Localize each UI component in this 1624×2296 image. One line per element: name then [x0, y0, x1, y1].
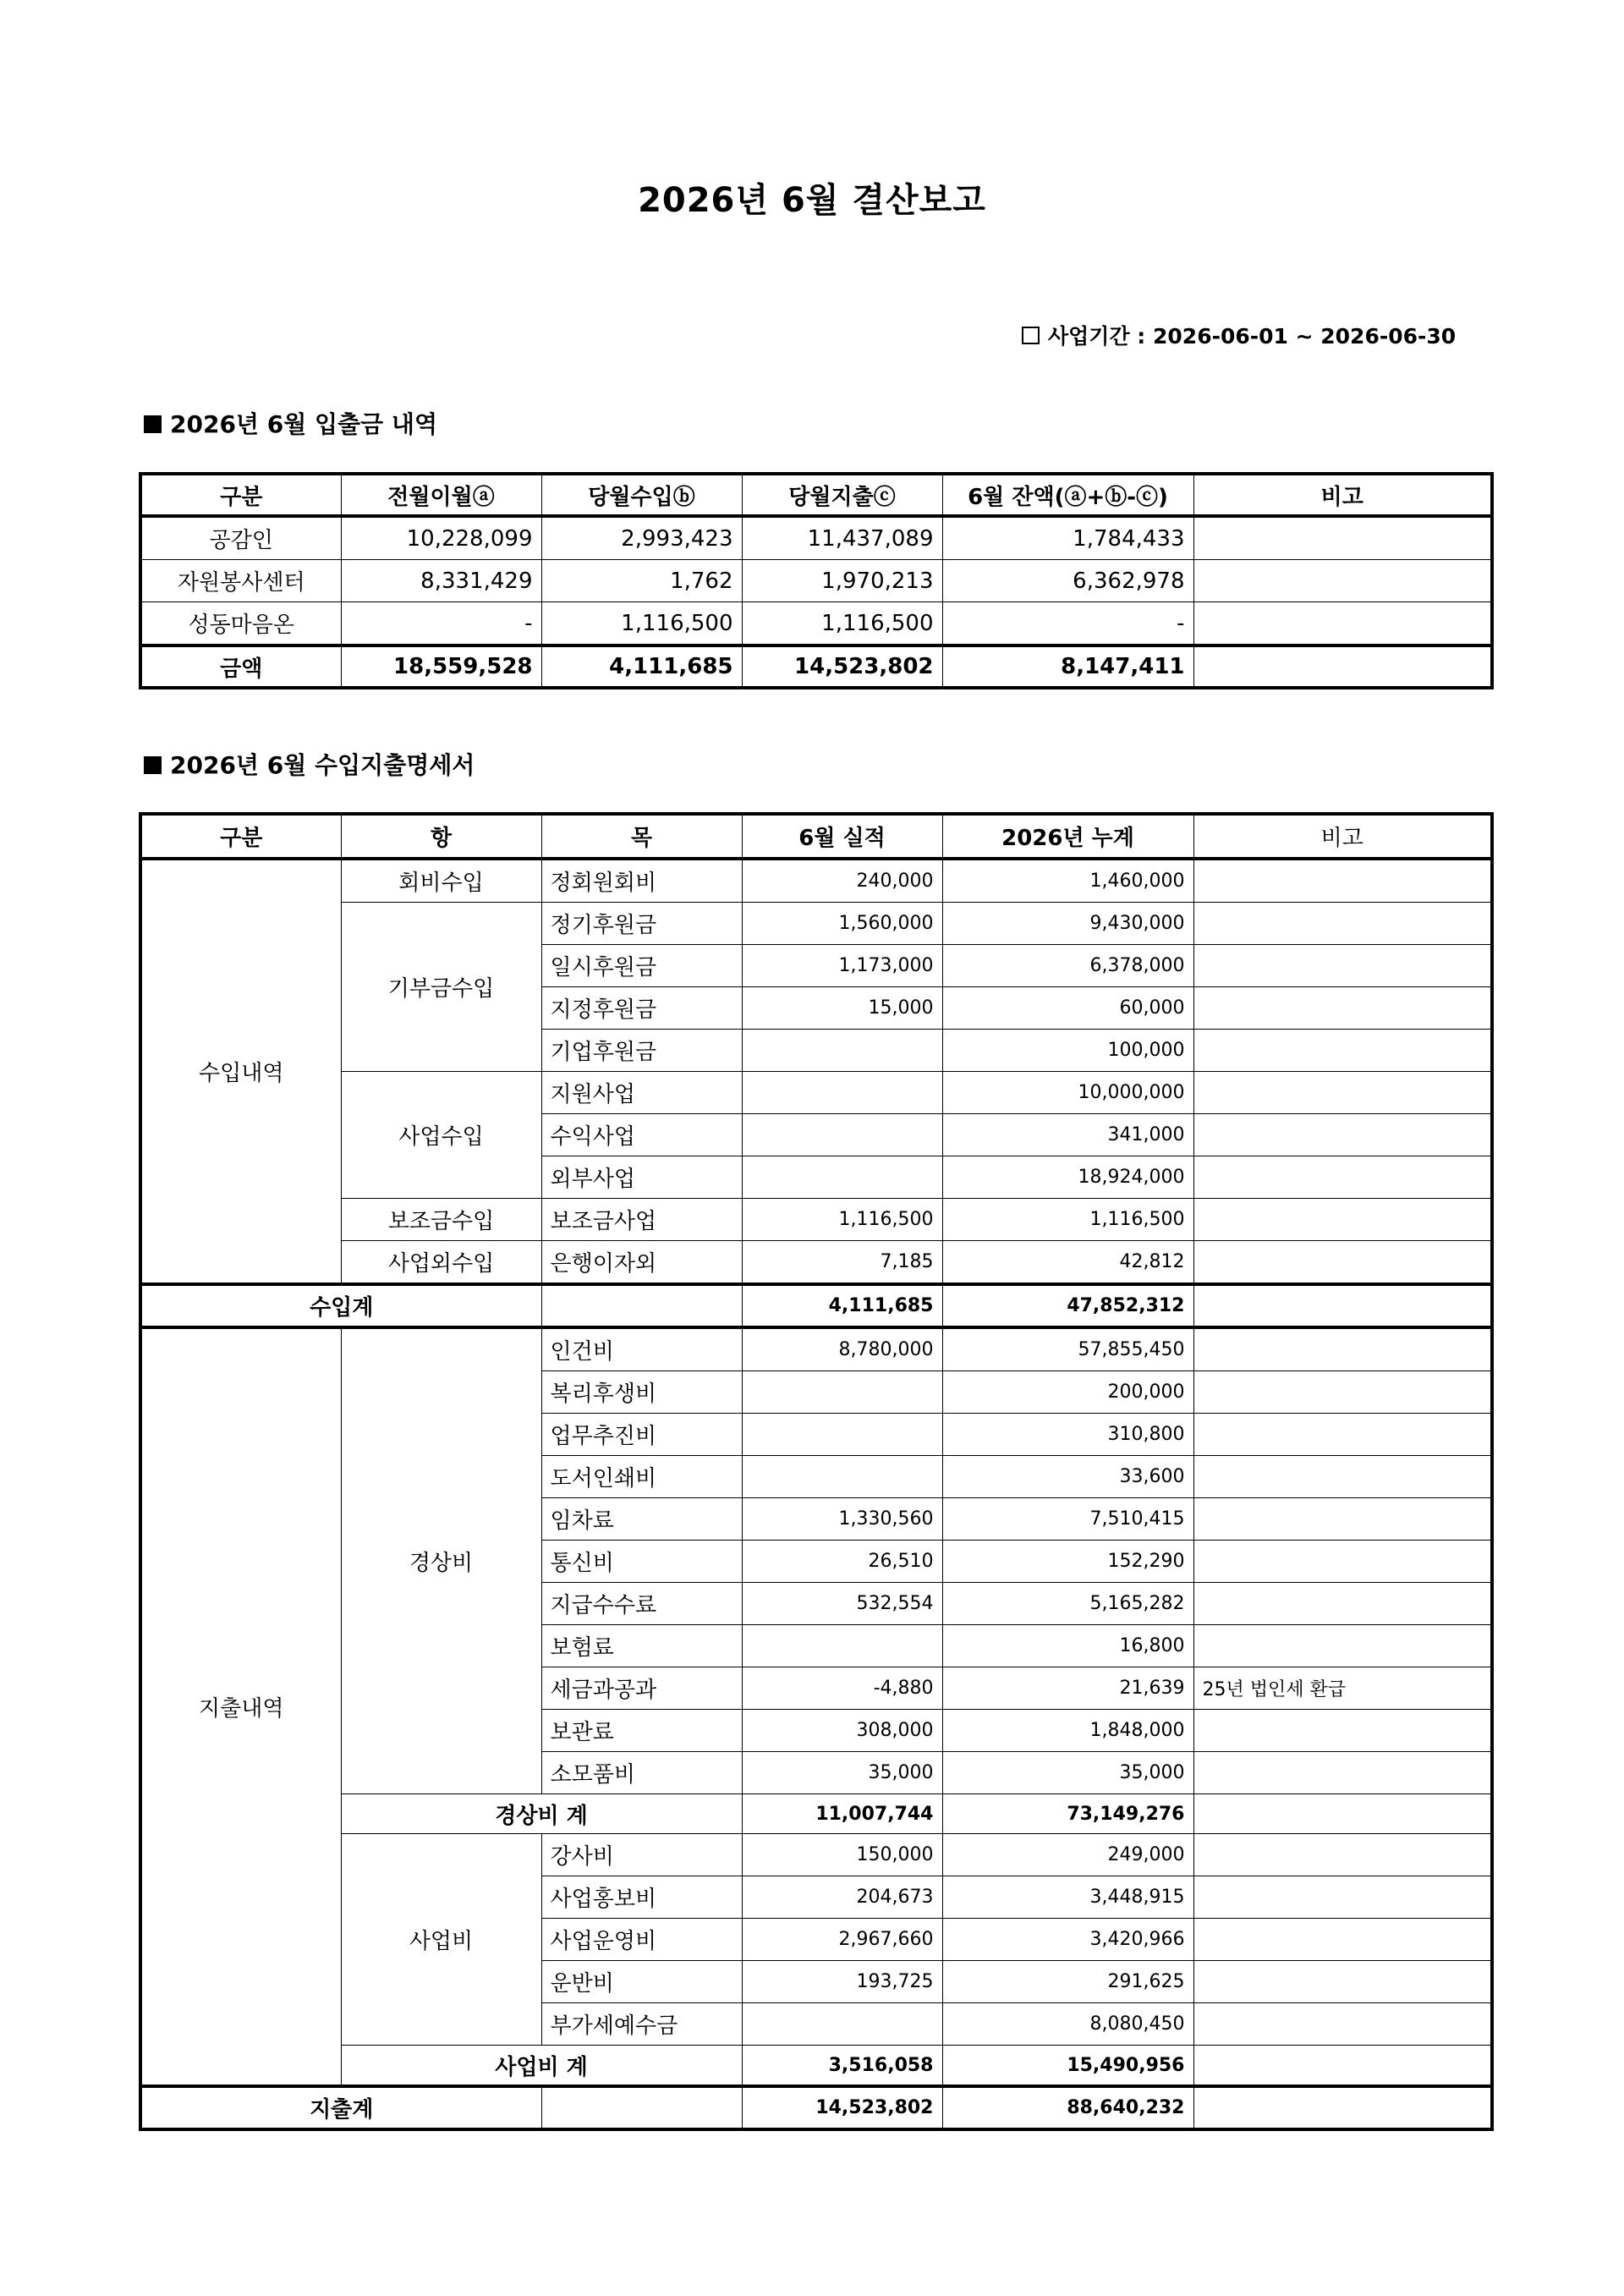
checkbox-icon — [1022, 327, 1040, 344]
section-heading-text: 2026년 6월 수입지출명세서 — [170, 751, 475, 779]
ytd-cell: 35,000 — [942, 1752, 1193, 1794]
item-cell: 수익사업 — [541, 1114, 742, 1156]
income-total-row — [140, 1284, 1492, 1327]
remarks-cell — [1193, 859, 1492, 903]
monthly-subtotal: 3,516,058 — [742, 2046, 942, 2087]
monthly-cell: -4,880 — [742, 1667, 942, 1710]
ytd-cell: 291,625 — [942, 1961, 1193, 2003]
header-cell: 2026년 누계 — [942, 814, 1193, 859]
monthly-total: 4,111,685 — [742, 1284, 942, 1327]
monthly-cell: 1,116,500 — [742, 1199, 942, 1241]
ytd-cell: 57,855,450 — [942, 1327, 1193, 1371]
expense-cell: 11,437,089 — [742, 516, 942, 560]
group-cell: 사업비 — [341, 1834, 541, 2046]
remarks-cell — [1193, 1371, 1492, 1414]
header-cell: 당월지출ⓒ — [742, 474, 942, 516]
ytd-cell: 18,924,000 — [942, 1156, 1193, 1199]
header-cell: 비고 — [1193, 814, 1492, 859]
ytd-subtotal: 73,149,276 — [942, 1794, 1193, 1834]
header-cell: 6월 실적 — [742, 814, 942, 859]
remarks-cell — [1193, 2003, 1492, 2046]
monthly-cell: 1,173,000 — [742, 945, 942, 987]
section-heading-statement — [144, 747, 475, 781]
expense-total-row — [140, 2086, 1492, 2129]
monthly-cell: 193,725 — [742, 1961, 942, 2003]
ytd-cell: 249,000 — [942, 1834, 1193, 1876]
ytd-cell: 1,116,500 — [942, 1199, 1193, 1241]
monthly-cell — [742, 1625, 942, 1667]
business-period — [1022, 320, 1456, 350]
item-cell — [541, 2086, 742, 2129]
ytd-cell: 3,448,915 — [942, 1876, 1193, 1919]
monthly-cell: 26,510 — [742, 1541, 942, 1583]
category-cell: 지출내역 — [140, 1327, 341, 2086]
ytd-cell: 1,848,000 — [942, 1710, 1193, 1752]
square-bullet-icon — [144, 756, 162, 774]
table-row — [140, 560, 1492, 602]
remarks-cell — [1193, 1919, 1492, 1961]
total-row — [140, 645, 1492, 688]
monthly-cell — [742, 1456, 942, 1498]
total-income: 4,111,685 — [541, 645, 742, 688]
monthly-cell — [742, 1371, 942, 1414]
monthly-cell: 2,967,660 — [742, 1919, 942, 1961]
table-row — [140, 903, 1492, 945]
remarks-cell — [1193, 1072, 1492, 1114]
table-row — [140, 1199, 1492, 1241]
ytd-subtotal: 15,490,956 — [942, 2046, 1193, 2087]
monthly-cell: 532,554 — [742, 1583, 942, 1625]
ytd-cell: 16,800 — [942, 1625, 1193, 1667]
item-cell: 보관료 — [541, 1710, 742, 1752]
remarks-cell — [1193, 1414, 1492, 1456]
monthly-total: 14,523,802 — [742, 2086, 942, 2129]
monthly-cell — [742, 1156, 942, 1199]
item-cell: 사업홍보비 — [541, 1876, 742, 1919]
remarks-cell — [1193, 945, 1492, 987]
item-cell — [541, 1284, 742, 1327]
expense-cell: 1,970,213 — [742, 560, 942, 602]
ytd-cell: 7,510,415 — [942, 1498, 1193, 1541]
carryover-cell: 8,331,429 — [341, 560, 541, 602]
header-cell: 항 — [341, 814, 541, 859]
ytd-cell: 1,460,000 — [942, 859, 1193, 903]
page-title: 2026년 6월 결산보고 — [638, 181, 986, 220]
remarks-cell — [1193, 1834, 1492, 1876]
remarks-cell — [1193, 1456, 1492, 1498]
row-label: 공감인 — [140, 516, 341, 560]
ytd-cell: 3,420,966 — [942, 1919, 1193, 1961]
header-cell: 구분 — [140, 814, 341, 859]
ytd-cell: 152,290 — [942, 1541, 1193, 1583]
total-carryover: 18,559,528 — [341, 645, 541, 688]
item-cell: 지원사업 — [541, 1072, 742, 1114]
subtotal-row — [140, 1794, 1492, 1834]
item-cell: 운반비 — [541, 1961, 742, 2003]
table-header-row — [140, 814, 1492, 859]
group-cell: 보조금수입 — [341, 1199, 541, 1241]
item-cell: 지정후원금 — [541, 987, 742, 1030]
total-label: 지출계 — [140, 2086, 541, 2129]
monthly-cell — [742, 1414, 942, 1456]
table-row — [140, 1327, 1492, 1371]
monthly-cell — [742, 1072, 942, 1114]
ytd-cell: 9,430,000 — [942, 903, 1193, 945]
group-cell: 기부금수입 — [341, 903, 541, 1072]
income-cell: 1,116,500 — [541, 602, 742, 646]
item-cell: 소모품비 — [541, 1752, 742, 1794]
item-cell: 보험료 — [541, 1625, 742, 1667]
monthly-cell: 1,560,000 — [742, 903, 942, 945]
subtotal-row — [140, 2046, 1492, 2087]
total-expense: 14,523,802 — [742, 645, 942, 688]
remarks-cell — [1193, 1794, 1492, 1834]
row-label: 성동마음온 — [140, 602, 341, 646]
ytd-cell: 341,000 — [942, 1114, 1193, 1156]
balance-cell: - — [942, 602, 1193, 646]
item-cell: 도서인쇄비 — [541, 1456, 742, 1498]
remarks-cell — [1193, 1114, 1492, 1156]
table-row — [140, 516, 1492, 560]
item-cell: 복리후생비 — [541, 1371, 742, 1414]
section-heading-text: 2026년 6월 입출금 내역 — [170, 410, 437, 438]
remarks-cell — [1193, 602, 1492, 646]
remarks-cell — [1193, 987, 1492, 1030]
header-cell: 6월 잔액(ⓐ+ⓑ-ⓒ) — [942, 474, 1193, 516]
total-remarks — [1193, 645, 1492, 688]
remarks-cell — [1193, 1876, 1492, 1919]
category-cell: 수입내역 — [140, 859, 341, 1284]
item-cell: 보조금사업 — [541, 1199, 742, 1241]
ytd-cell: 200,000 — [942, 1371, 1193, 1414]
monthly-cell: 35,000 — [742, 1752, 942, 1794]
total-label: 수입계 — [140, 1284, 541, 1327]
remarks-cell — [1193, 1583, 1492, 1625]
carryover-cell: - — [341, 602, 541, 646]
table-header-row — [140, 474, 1492, 516]
expense-cell: 1,116,500 — [742, 602, 942, 646]
header-cell: 전월이월ⓐ — [341, 474, 541, 516]
balance-cell: 6,362,978 — [942, 560, 1193, 602]
ytd-cell: 6,378,000 — [942, 945, 1193, 987]
ytd-total: 88,640,232 — [942, 2086, 1193, 2129]
monthly-cell — [742, 1114, 942, 1156]
remarks-cell — [1193, 1961, 1492, 2003]
item-cell: 기업후원금 — [541, 1030, 742, 1072]
header-cell: 당월수입ⓑ — [541, 474, 742, 516]
ytd-cell: 10,000,000 — [942, 1072, 1193, 1114]
ytd-cell: 310,800 — [942, 1414, 1193, 1456]
income-cell: 1,762 — [541, 560, 742, 602]
remarks-cell — [1193, 1541, 1492, 1583]
remarks-cell — [1193, 2046, 1492, 2087]
monthly-cell: 204,673 — [742, 1876, 942, 1919]
monthly-cell: 1,330,560 — [742, 1498, 942, 1541]
table-row — [140, 859, 1492, 903]
subtotal-label: 경상비 계 — [341, 1794, 742, 1834]
remarks-cell — [1193, 516, 1492, 560]
header-cell: 비고 — [1193, 474, 1492, 516]
ytd-cell: 21,639 — [942, 1667, 1193, 1710]
remarks-cell — [1193, 1199, 1492, 1241]
header-cell: 구분 — [140, 474, 341, 516]
table-row — [140, 602, 1492, 646]
subtotal-label: 사업비 계 — [341, 2046, 742, 2087]
cashflow-table — [139, 472, 1494, 689]
item-cell: 은행이자외 — [541, 1241, 742, 1285]
item-cell: 외부사업 — [541, 1156, 742, 1199]
remarks-cell: 25년 법인세 환급 — [1193, 1667, 1492, 1710]
remarks-cell — [1193, 1030, 1492, 1072]
remarks-cell — [1193, 560, 1492, 602]
remarks-cell — [1193, 2086, 1492, 2129]
remarks-cell — [1193, 1284, 1492, 1327]
ytd-cell: 33,600 — [942, 1456, 1193, 1498]
remarks-cell — [1193, 1752, 1492, 1794]
monthly-cell: 240,000 — [742, 859, 942, 903]
row-label: 자원봉사센터 — [140, 560, 341, 602]
item-cell: 임차료 — [541, 1498, 742, 1541]
monthly-subtotal: 11,007,744 — [742, 1794, 942, 1834]
item-cell: 통신비 — [541, 1541, 742, 1583]
table-row — [140, 1072, 1492, 1114]
item-cell: 업무추진비 — [541, 1414, 742, 1456]
table-row — [140, 1834, 1492, 1876]
item-cell: 인건비 — [541, 1327, 742, 1371]
group-cell: 경상비 — [341, 1327, 541, 1794]
ytd-cell: 100,000 — [942, 1030, 1193, 1072]
balance-cell: 1,784,433 — [942, 516, 1193, 560]
item-cell: 지급수수료 — [541, 1583, 742, 1625]
item-cell: 사업운영비 — [541, 1919, 742, 1961]
monthly-cell — [742, 2003, 942, 2046]
remarks-cell — [1193, 1327, 1492, 1371]
monthly-cell: 8,780,000 — [742, 1327, 942, 1371]
remarks-cell — [1193, 1625, 1492, 1667]
income-cell: 2,993,423 — [541, 516, 742, 560]
header-cell: 목 — [541, 814, 742, 859]
total-label: 금액 — [140, 645, 341, 688]
monthly-cell: 15,000 — [742, 987, 942, 1030]
item-cell: 세금과공과 — [541, 1667, 742, 1710]
remarks-cell — [1193, 1498, 1492, 1541]
item-cell: 부가세예수금 — [541, 2003, 742, 2046]
ytd-total: 47,852,312 — [942, 1284, 1193, 1327]
carryover-cell: 10,228,099 — [341, 516, 541, 560]
remarks-cell — [1193, 1241, 1492, 1285]
total-balance: 8,147,411 — [942, 645, 1193, 688]
group-cell: 회비수입 — [341, 859, 541, 903]
item-cell: 일시후원금 — [541, 945, 742, 987]
monthly-cell — [742, 1030, 942, 1072]
ytd-cell: 60,000 — [942, 987, 1193, 1030]
item-cell: 강사비 — [541, 1834, 742, 1876]
table-row — [140, 1241, 1492, 1285]
remarks-cell — [1193, 1156, 1492, 1199]
item-cell: 정회원회비 — [541, 859, 742, 903]
ytd-cell: 5,165,282 — [942, 1583, 1193, 1625]
item-cell: 정기후원금 — [541, 903, 742, 945]
remarks-cell — [1193, 903, 1492, 945]
monthly-cell: 7,185 — [742, 1241, 942, 1285]
section-heading-cashflow — [144, 406, 437, 440]
income-expense-statement-table — [139, 812, 1494, 2131]
remarks-cell — [1193, 1710, 1492, 1752]
period-label: 사업기간 : 2026-06-01 ~ 2026-06-30 — [1048, 324, 1457, 349]
monthly-cell: 150,000 — [742, 1834, 942, 1876]
square-bullet-icon — [144, 415, 162, 433]
ytd-cell: 8,080,450 — [942, 2003, 1193, 2046]
group-cell: 사업수입 — [341, 1072, 541, 1199]
ytd-cell: 42,812 — [942, 1241, 1193, 1285]
group-cell: 사업외수입 — [341, 1241, 541, 1285]
monthly-cell: 308,000 — [742, 1710, 942, 1752]
